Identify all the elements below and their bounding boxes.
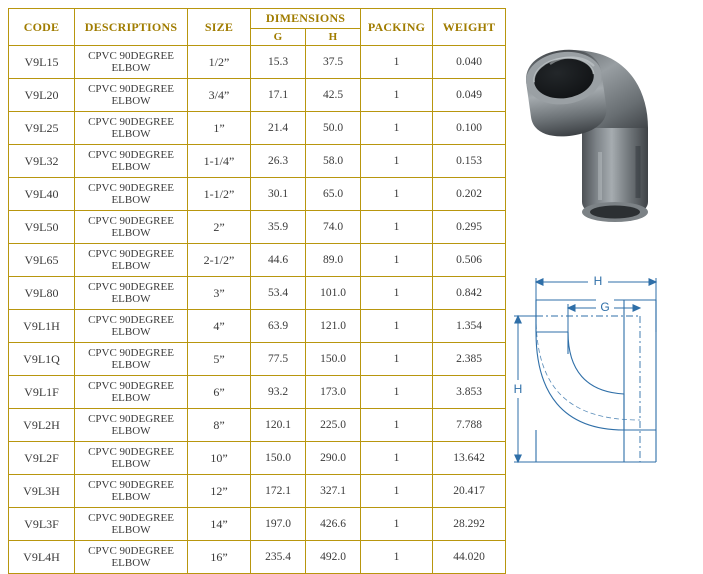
cell-code: V9L3H — [9, 475, 75, 508]
dimension-label-g: G — [600, 300, 610, 314]
table-row — [9, 79, 506, 112]
cell-h: 42.5 — [306, 79, 361, 112]
cell-packing: 1 — [361, 442, 433, 475]
cell-weight: 28.292 — [433, 508, 506, 541]
table-row — [9, 145, 506, 178]
cell-weight: 0.100 — [433, 112, 506, 145]
cell-description: CPVC 90DEGREE ELBOW — [75, 475, 188, 508]
cell-h: 492.0 — [306, 541, 361, 574]
header-dimension-g: G — [251, 29, 306, 46]
cell-h: 121.0 — [306, 310, 361, 343]
cell-g: 17.1 — [251, 79, 306, 112]
cell-weight: 3.853 — [433, 376, 506, 409]
table-row — [9, 541, 506, 574]
table-row — [9, 310, 506, 343]
cell-weight: 0.842 — [433, 277, 506, 310]
cell-size: 4” — [188, 310, 251, 343]
cell-description: CPVC 90DEGREE ELBOW — [75, 46, 188, 79]
cell-description: CPVC 90DEGREE ELBOW — [75, 541, 188, 574]
cell-h: 290.0 — [306, 442, 361, 475]
cell-code: V9L25 — [9, 112, 75, 145]
table-row — [9, 442, 506, 475]
cell-size: 2-1/2” — [188, 244, 251, 277]
dimension-label-h-top: H — [593, 274, 603, 288]
table-row — [9, 343, 506, 376]
table-row — [9, 211, 506, 244]
cell-packing: 1 — [361, 376, 433, 409]
table-row — [9, 409, 506, 442]
cell-packing: 1 — [361, 145, 433, 178]
table-row — [9, 508, 506, 541]
header-dimensions: DIMENSIONS — [251, 9, 361, 29]
cell-h: 225.0 — [306, 409, 361, 442]
cell-weight: 0.040 — [433, 46, 506, 79]
cell-size: 1” — [188, 112, 251, 145]
cell-h: 101.0 — [306, 277, 361, 310]
cell-h: 327.1 — [306, 475, 361, 508]
cell-size: 1-1/2” — [188, 178, 251, 211]
cell-packing: 1 — [361, 508, 433, 541]
header-size: SIZE — [188, 9, 251, 46]
table-header — [9, 9, 506, 46]
specification-table-wrapper — [8, 8, 505, 574]
table-row — [9, 244, 506, 277]
cell-weight: 2.385 — [433, 343, 506, 376]
cell-g: 44.6 — [251, 244, 306, 277]
specification-table — [8, 8, 506, 574]
table-row — [9, 376, 506, 409]
cell-description: CPVC 90DEGREE ELBOW — [75, 277, 188, 310]
cell-size: 5” — [188, 343, 251, 376]
cell-g: 93.2 — [251, 376, 306, 409]
header-descriptions: DESCRIPTIONS — [75, 9, 188, 46]
table-row — [9, 475, 506, 508]
cell-size: 2” — [188, 211, 251, 244]
cell-g: 15.3 — [251, 46, 306, 79]
cell-weight: 0.049 — [433, 79, 506, 112]
cell-g: 30.1 — [251, 178, 306, 211]
cell-g: 35.9 — [251, 211, 306, 244]
cell-description: CPVC 90DEGREE ELBOW — [75, 178, 188, 211]
cell-packing: 1 — [361, 244, 433, 277]
cell-description: CPVC 90DEGREE ELBOW — [75, 409, 188, 442]
cell-size: 8” — [188, 409, 251, 442]
cell-packing: 1 — [361, 46, 433, 79]
dimension-label-h-left: H — [513, 382, 523, 396]
table-row — [9, 112, 506, 145]
header-packing: PACKING — [361, 9, 433, 46]
cell-g: 197.0 — [251, 508, 306, 541]
cell-packing: 1 — [361, 277, 433, 310]
cell-code: V9L1H — [9, 310, 75, 343]
cell-size: 3” — [188, 277, 251, 310]
cell-code: V9L2H — [9, 409, 75, 442]
cell-size: 1-1/4” — [188, 145, 251, 178]
cell-description: CPVC 90DEGREE ELBOW — [75, 244, 188, 277]
cell-code: V9L1F — [9, 376, 75, 409]
cell-size: 6” — [188, 376, 251, 409]
cell-description: CPVC 90DEGREE ELBOW — [75, 310, 188, 343]
table-body — [9, 46, 506, 574]
cell-size: 3/4” — [188, 79, 251, 112]
header-dimension-h: H — [306, 29, 361, 46]
cell-packing: 1 — [361, 178, 433, 211]
cell-packing: 1 — [361, 211, 433, 244]
technical-drawing-elbow — [506, 272, 696, 522]
cell-h: 150.0 — [306, 343, 361, 376]
cell-packing: 1 — [361, 409, 433, 442]
cell-packing: 1 — [361, 112, 433, 145]
cell-weight: 0.506 — [433, 244, 506, 277]
cell-g: 21.4 — [251, 112, 306, 145]
cell-code: V9L2F — [9, 442, 75, 475]
cell-code: V9L15 — [9, 46, 75, 79]
cell-description: CPVC 90DEGREE ELBOW — [75, 376, 188, 409]
header-weight: WEIGHT — [433, 9, 506, 46]
cell-size: 12” — [188, 475, 251, 508]
cell-weight: 13.642 — [433, 442, 506, 475]
cell-size: 1/2” — [188, 46, 251, 79]
header-row-main — [9, 9, 506, 29]
header-code: CODE — [9, 9, 75, 46]
cell-code: V9L80 — [9, 277, 75, 310]
cell-size: 14” — [188, 508, 251, 541]
cell-packing: 1 — [361, 541, 433, 574]
cell-weight: 44.020 — [433, 541, 506, 574]
cell-h: 89.0 — [306, 244, 361, 277]
cell-code: V9L1Q — [9, 343, 75, 376]
cell-h: 426.6 — [306, 508, 361, 541]
cell-g: 63.9 — [251, 310, 306, 343]
cell-weight: 7.788 — [433, 409, 506, 442]
cell-h: 50.0 — [306, 112, 361, 145]
cell-code: V9L4H — [9, 541, 75, 574]
cell-description: CPVC 90DEGREE ELBOW — [75, 79, 188, 112]
cell-weight: 0.202 — [433, 178, 506, 211]
cell-description: CPVC 90DEGREE ELBOW — [75, 145, 188, 178]
cell-description: CPVC 90DEGREE ELBOW — [75, 508, 188, 541]
cell-g: 26.3 — [251, 145, 306, 178]
cell-h: 58.0 — [306, 145, 361, 178]
cell-description: CPVC 90DEGREE ELBOW — [75, 112, 188, 145]
cell-code: V9L65 — [9, 244, 75, 277]
cell-g: 120.1 — [251, 409, 306, 442]
cell-code: V9L50 — [9, 211, 75, 244]
cell-g: 172.1 — [251, 475, 306, 508]
cell-weight: 0.153 — [433, 145, 506, 178]
cell-code: V9L40 — [9, 178, 75, 211]
cell-packing: 1 — [361, 343, 433, 376]
cell-description: CPVC 90DEGREE ELBOW — [75, 442, 188, 475]
cell-size: 16” — [188, 541, 251, 574]
cell-packing: 1 — [361, 310, 433, 343]
cell-size: 10” — [188, 442, 251, 475]
table-row — [9, 277, 506, 310]
cell-description: CPVC 90DEGREE ELBOW — [75, 343, 188, 376]
cell-packing: 1 — [361, 79, 433, 112]
cell-packing: 1 — [361, 475, 433, 508]
cell-h: 74.0 — [306, 211, 361, 244]
cell-g: 235.4 — [251, 541, 306, 574]
cell-weight: 20.417 — [433, 475, 506, 508]
product-photo-elbow — [520, 42, 690, 232]
cell-description: CPVC 90DEGREE ELBOW — [75, 211, 188, 244]
table-row — [9, 178, 506, 211]
cell-h: 37.5 — [306, 46, 361, 79]
cell-code: V9L20 — [9, 79, 75, 112]
cell-code: V9L3F — [9, 508, 75, 541]
cell-g: 53.4 — [251, 277, 306, 310]
table-row — [9, 46, 506, 79]
cell-code: V9L32 — [9, 145, 75, 178]
cell-weight: 1.354 — [433, 310, 506, 343]
cell-h: 65.0 — [306, 178, 361, 211]
cell-g: 77.5 — [251, 343, 306, 376]
cell-h: 173.0 — [306, 376, 361, 409]
cell-g: 150.0 — [251, 442, 306, 475]
cell-weight: 0.295 — [433, 211, 506, 244]
